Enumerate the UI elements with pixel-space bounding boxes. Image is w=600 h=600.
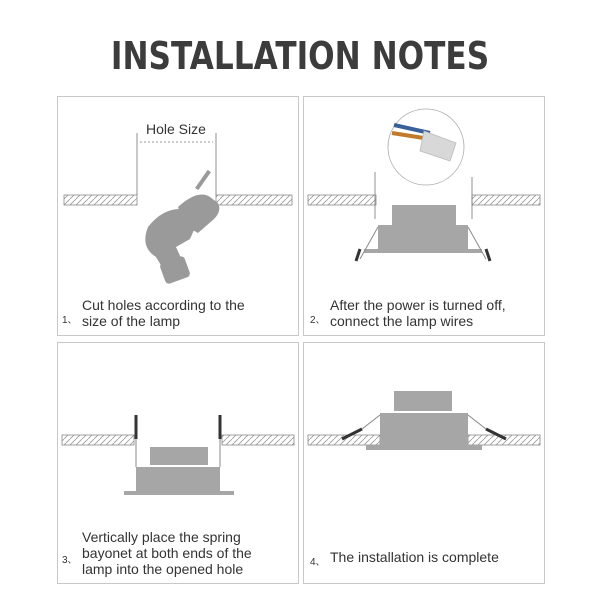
step-2-panel bbox=[303, 96, 545, 336]
step-1-line-1: Cut holes according to the bbox=[82, 297, 245, 313]
lamp-driver-box bbox=[394, 391, 452, 411]
step-3-number: 3、 bbox=[62, 555, 78, 566]
step-1-line-2: size of the lamp bbox=[82, 313, 181, 329]
step-3-panel bbox=[57, 342, 299, 584]
step-3-line-3: lamp into the opened hole bbox=[82, 561, 244, 577]
step-2-line-1: After the power is turned off, bbox=[330, 297, 506, 313]
step-4-panel bbox=[303, 342, 545, 584]
ceiling-board-right bbox=[216, 195, 292, 205]
lamp-trim bbox=[366, 445, 482, 450]
step-2-line-2: connect the lamp wires bbox=[330, 313, 474, 329]
lamp-driver-box bbox=[150, 447, 208, 465]
page-title: INSTALLATION NOTES bbox=[110, 34, 490, 78]
ceiling-board-right bbox=[472, 195, 540, 205]
ceiling-board-right bbox=[222, 435, 294, 445]
step-4-number: 4、 bbox=[310, 557, 326, 568]
step-4-line-1: The installation is complete bbox=[330, 549, 499, 565]
ceiling-board-left bbox=[62, 435, 134, 445]
ceiling-board-left bbox=[308, 195, 376, 205]
lamp-body bbox=[380, 413, 468, 445]
step-4-illustration bbox=[304, 343, 544, 583]
step-3-line-1: Vertically place the spring bbox=[82, 529, 241, 545]
drill-icon bbox=[145, 170, 219, 285]
ceiling-board-left bbox=[64, 195, 137, 205]
lamp-trim bbox=[124, 491, 234, 495]
hole-size-label: Hole Size bbox=[146, 121, 206, 137]
step-2-number: 2、 bbox=[310, 315, 326, 326]
lamp-body bbox=[136, 467, 220, 491]
step-1-panel bbox=[57, 96, 299, 336]
lamp-trim bbox=[364, 249, 482, 253]
step-3-line-2: bayonet at both ends of the bbox=[82, 545, 252, 561]
lamp-body bbox=[378, 225, 468, 249]
step-1-number: 1、 bbox=[62, 315, 78, 326]
lamp-driver-box bbox=[392, 205, 456, 225]
